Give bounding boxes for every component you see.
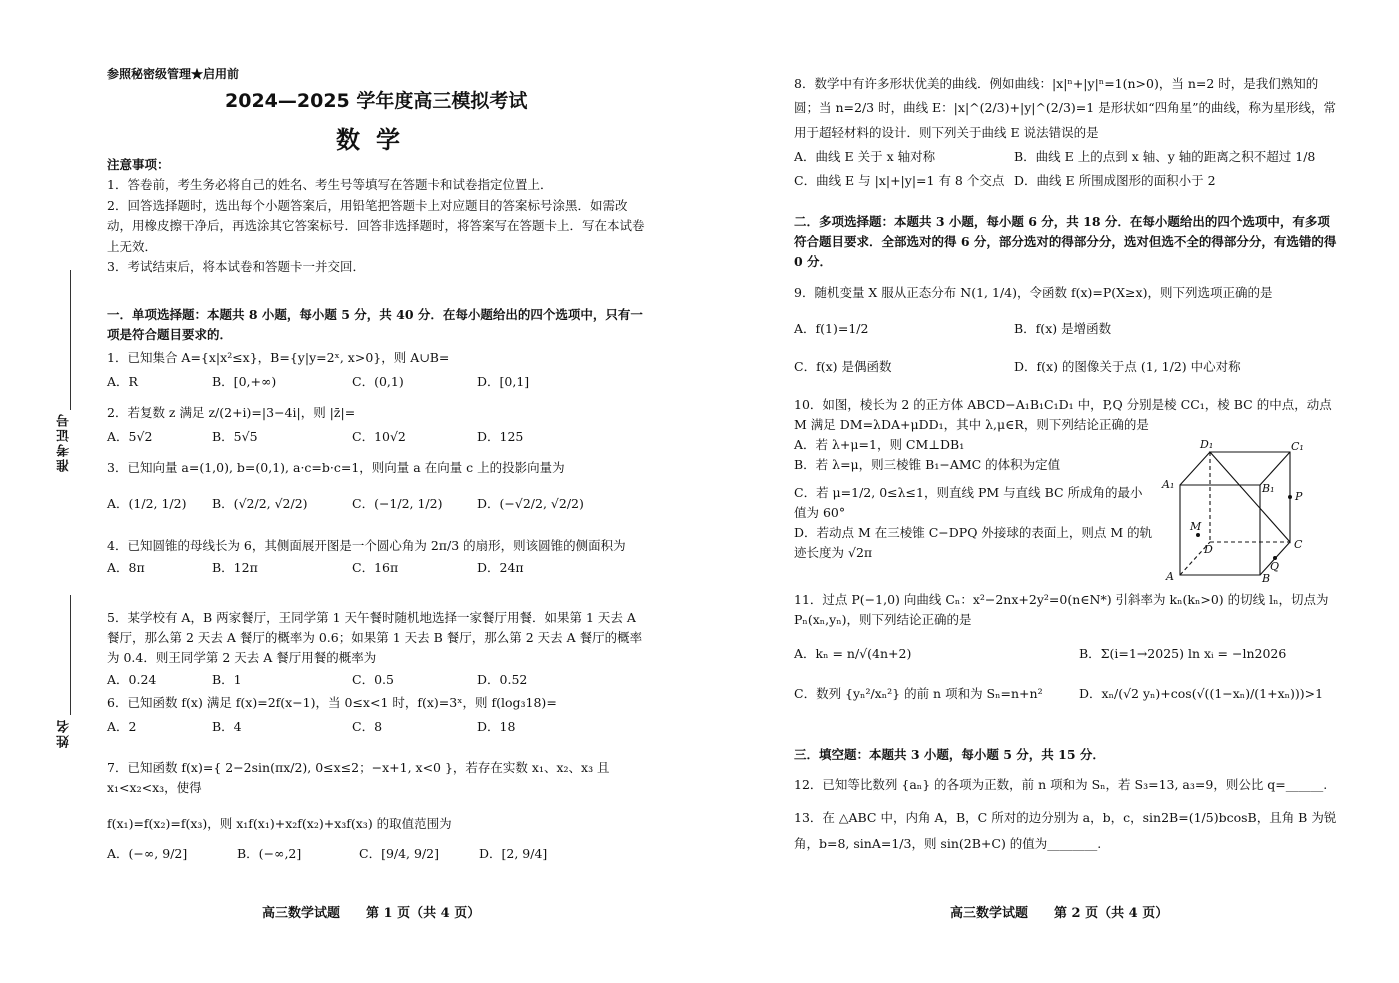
q5-opt-d: D．0.52 <box>477 672 528 687</box>
q5-opt-b: B．1 <box>212 672 242 687</box>
notes-heading: 注意事项： <box>107 157 170 172</box>
q7-opt-c: C．[9/4, 9/2] <box>359 846 439 861</box>
q9-opt-c: C．f(x) 是偶函数 <box>794 359 892 374</box>
q2-opt-c: C．10√2 <box>352 429 406 444</box>
q2-stem: 2．若复数 z 满足 z/(2+i)=|3−4i|，则 |z̄|= <box>107 405 356 420</box>
q11-opt-b: B．Σ(i=1→2025) ln xᵢ = −ln2026 <box>1079 646 1287 661</box>
q3-opt-d: D．(−√2/2, √2/2) <box>477 496 584 511</box>
footer-right: 高三数学试题 第 2 页（共 4 页） <box>950 906 1169 921</box>
label-q: Q <box>1270 560 1280 573</box>
exam-id-label: 准考证号 <box>57 412 72 472</box>
section3-heading: 三．填空题：本题共 3 小题，每小题 5 分，共 15 分． <box>794 747 1105 762</box>
q11-stem: 11．过点 P(−1,0) 向曲线 Cₙ：x²−2nx+2y²=0(n∈N*) 引斜率为 kₙ(kₙ>0) 的切线 lₙ，切点为 Pₙ(xₙ,yₙ)，则下列结论正确的是 <box>794 592 1329 627</box>
question-8 <box>794 72 1342 191</box>
q3-stem: 3．已知向量 a=(1,0), b=(0,1), a·c=b·c=1，则向量 a 在向量 c 上的投影向量为 <box>107 460 565 475</box>
q3-opt-a: A．(1/2, 1/2) <box>107 496 187 511</box>
q5-opt-c: C．0.5 <box>352 672 394 687</box>
q4-opt-d: D．24π <box>477 560 524 575</box>
question-3 <box>107 458 647 514</box>
q7-stem: 7．已知函数 f(x)={ 2−2sin(πx/2), 0≤x≤2；−x+1, x<0 }，若存在实数 x₁、x₂、x₃ 且 x₁<x₂<x₃，使得 <box>107 760 610 795</box>
q6-stem: 6．已知函数 f(x) 满足 f(x)=2f(x−1)，当 0≤x<1 时，f(x)=3ˣ，则 f(log₃18)= <box>107 695 557 710</box>
q1-stem: 1．已知集合 A={x|x²≤x}，B={y|y=2ˣ, x>0}，则 A∪B= <box>107 350 450 365</box>
label-a1: A₁ <box>1162 478 1175 491</box>
q9-opt-d: D．f(x) 的图像关于点 (1, 1/2) 中心对称 <box>1014 359 1241 374</box>
q1-opt-c: C．(0,1) <box>352 374 404 389</box>
label-d1: D₁ <box>1200 440 1214 451</box>
q4-opt-c: C．16π <box>352 560 399 575</box>
question-4 <box>107 536 647 578</box>
q7-stem-2: f(x₁)=f(x₂)=f(x₃)，则 x₁f(x₁)+x₂f(x₂)+x₃f(x₃) 的取值范围为 <box>107 816 452 831</box>
q1-opt-a: A．R <box>107 374 138 389</box>
section1-heading: 一．单项选择题：本题共 8 小题，每小题 5 分，共 40 分．在每小题给出的四个选项中，只有一项是符合题目要求的． <box>107 307 643 342</box>
q4-opt-a: A．8π <box>107 560 145 575</box>
note-item: 3．考试结束后，将本试卷和答题卡一并交回． <box>107 258 365 274</box>
q9-opt-b: B．f(x) 是增函数 <box>1014 321 1112 336</box>
q4-opt-b: B．12π <box>212 560 258 575</box>
question-6 <box>107 693 647 737</box>
q2-opt-d: D．125 <box>477 429 524 444</box>
notes <box>107 155 647 277</box>
q9-stem: 9．随机变量 X 服从正态分布 N(1, 1/4)，令函数 f(x)=P(X≥x)，则下列选项正确的是 <box>794 285 1273 300</box>
name-label: 姓名 <box>57 718 72 748</box>
question-9 <box>794 283 1342 377</box>
footer-left: 高三数学试题 第 1 页（共 4 页） <box>262 906 481 921</box>
q6-opt-d: D．18 <box>477 719 516 734</box>
section2-heading: 二．多项选择题：本题共 3 小题，每小题 6 分，共 18 分．在每小题给出的四个选项中，有多项符合题目要求．全部选对的得 6 分，部分选对的得部分分，选对但选不全的得部分分，有选错的得 0 分． <box>794 214 1337 269</box>
exam-title: 2024—2025 学年度高三模拟考试 <box>225 90 528 112</box>
q3-opt-c: C．(−1/2, 1/2) <box>352 496 443 511</box>
q5-stem: 5．某学校有 A，B 两家餐厅，王同学第 1 天午餐时随机地选择一家餐厅用餐．如果第 1 天去 A 餐厅，那么第 2 天去 A 餐厅的概率为 0.6；如果第 1 天去 B 餐厅，那么第 2 天去 A 餐厅的概率为 0.4．则王同学第 2 天去 A 餐厅用餐的概率为 <box>107 610 643 665</box>
q6-opt-a: A．2 <box>107 719 137 734</box>
q7-opt-d: D．[2, 9/4] <box>479 846 548 861</box>
q7-opt-a: A．(−∞, 9/2] <box>107 846 188 861</box>
q10-stem: 10．如图，棱长为 2 的正方体 ABCD−A₁B₁C₁D₁ 中，P,Q 分别是棱 CC₁，棱 BC 的中点，动点 M 满足 DM=λDA+μDD₁，其中 λ,μ∈R，则下列结论正确的是 <box>794 397 1332 432</box>
question-7 <box>107 758 647 864</box>
label-b1: B₁ <box>1262 482 1275 495</box>
q5-opt-a: A．0.24 <box>107 672 157 687</box>
label-p: P <box>1295 490 1303 503</box>
label-c1: C₁ <box>1291 440 1304 453</box>
q9-opt-a: A．f(1)=1/2 <box>794 321 869 336</box>
point-m <box>1196 533 1200 537</box>
note-item: 1．答卷前，考生务必将自己的姓名、考生号等填写在答题卡和试卷指定位置上． <box>107 177 553 193</box>
q1-opt-d: D．[0,1] <box>477 374 530 389</box>
cube-figure <box>1160 440 1320 585</box>
label-b: B <box>1262 572 1271 585</box>
q6-opt-b: B．4 <box>212 719 242 734</box>
point-p <box>1288 495 1292 499</box>
q1-opt-b: B．[0,+∞) <box>212 374 277 389</box>
secret-level: 参照秘密级管理★启用前 <box>107 67 240 81</box>
q11-opt-c: C．数列 {yₙ²/xₙ²} 的前 n 项和为 Sₙ=n+n² <box>794 686 1043 701</box>
q2-opt-b: B．5√5 <box>212 429 258 444</box>
q11-opt-a: A．kₙ = n/√(4n+2) <box>794 646 912 661</box>
q10-opt-b: B．若 λ=μ，则三棱锥 B₁−AMC 的体积为定值 <box>794 457 1061 472</box>
label-c: C <box>1294 538 1303 551</box>
question-11 <box>794 590 1342 704</box>
side-line-mid <box>70 595 71 715</box>
q8-opt-c: C．曲线 E 与 |x|+|y|=1 有 8 个交点 <box>794 173 1005 189</box>
label-a: A <box>1166 570 1174 583</box>
note-item: 2．回答选择题时，选出每个小题答案后，用铅笔把答题卡上对应题目的答案标号涂黑．如需改动，用橡皮擦干净后，再选涂其它答案标号．回答非选择题时，将答案写在答题卡上．写在本试卷上无效． <box>107 197 645 254</box>
q11-opt-d: D．xₙ/(√2 yₙ)+cos(√((1−xₙ)/(1+xₙ)))>1 <box>1079 686 1324 701</box>
q3-opt-b: B．(√2/2, √2/2) <box>212 496 308 511</box>
label-m: M <box>1190 520 1202 533</box>
q8-stem: 8．数学中有许多形状优美的曲线．例如曲线：|x|ⁿ+|y|ⁿ=1(n>0)，当 n=2 时，是我们熟知的圆；当 n=2/3 时，曲线 E：|x|^(2/3)+|y|^(2/3)=1 是形状如“四角星”的曲线，称为星形线，常用于超轻材料的设计．则下列关于曲线 E 说法错误的是 <box>794 76 1336 140</box>
q8-opt-d: D．曲线 E 所围成图形的面积小于 2 <box>1014 173 1216 189</box>
q6-opt-c: C．8 <box>352 719 383 734</box>
q4-stem: 4．已知圆锥的母线长为 6，其侧面展开图是一个圆心角为 2π/3 的扇形，则该圆锥的侧面积为 <box>107 538 626 553</box>
side-line-top <box>70 270 71 410</box>
q12-stem: 12．已知等比数列 {aₙ} 的各项为正数，前 n 项和为 Sₙ，若 S₃=13, a₃=9，则公比 q=______. <box>794 777 1328 792</box>
q10-opt-d: D．若动点 M 在三棱锥 C−DPQ 外接球的表面上，则点 M 的轨迹长度为 √2π <box>794 525 1153 560</box>
question-10 <box>794 395 1332 563</box>
q8-opt-a: A．曲线 E 关于 x 轴对称 <box>794 149 936 165</box>
subject-title: 数学 <box>336 126 416 154</box>
q8-opt-b: B．曲线 E 上的点到 x 轴、y 轴的距离之积不超过 1/8 <box>1014 149 1316 165</box>
question-5 <box>107 608 647 690</box>
q2-opt-a: A．5√2 <box>107 429 153 444</box>
q7-opt-b: B．(−∞,2] <box>237 846 302 861</box>
q10-opt-c: C．若 μ=1/2, 0≤λ≤1，则直线 PM 与直线 BC 所成角的最小值为 60° <box>794 485 1143 520</box>
question-2 <box>107 403 647 447</box>
q13-stem: 13．在 △ABC 中，内角 A，B，C 所对的边分别为 a，b，c，sin2B=(1/5)bcosB，且角 B 为锐角，b=8, sinA=1/3，则 sin(2B+C) 的值为________. <box>794 810 1337 852</box>
label-d: D <box>1204 543 1213 556</box>
question-1 <box>107 348 647 392</box>
q10-opt-a: A．若 λ+μ=1，则 CM⊥DB₁ <box>794 437 965 452</box>
